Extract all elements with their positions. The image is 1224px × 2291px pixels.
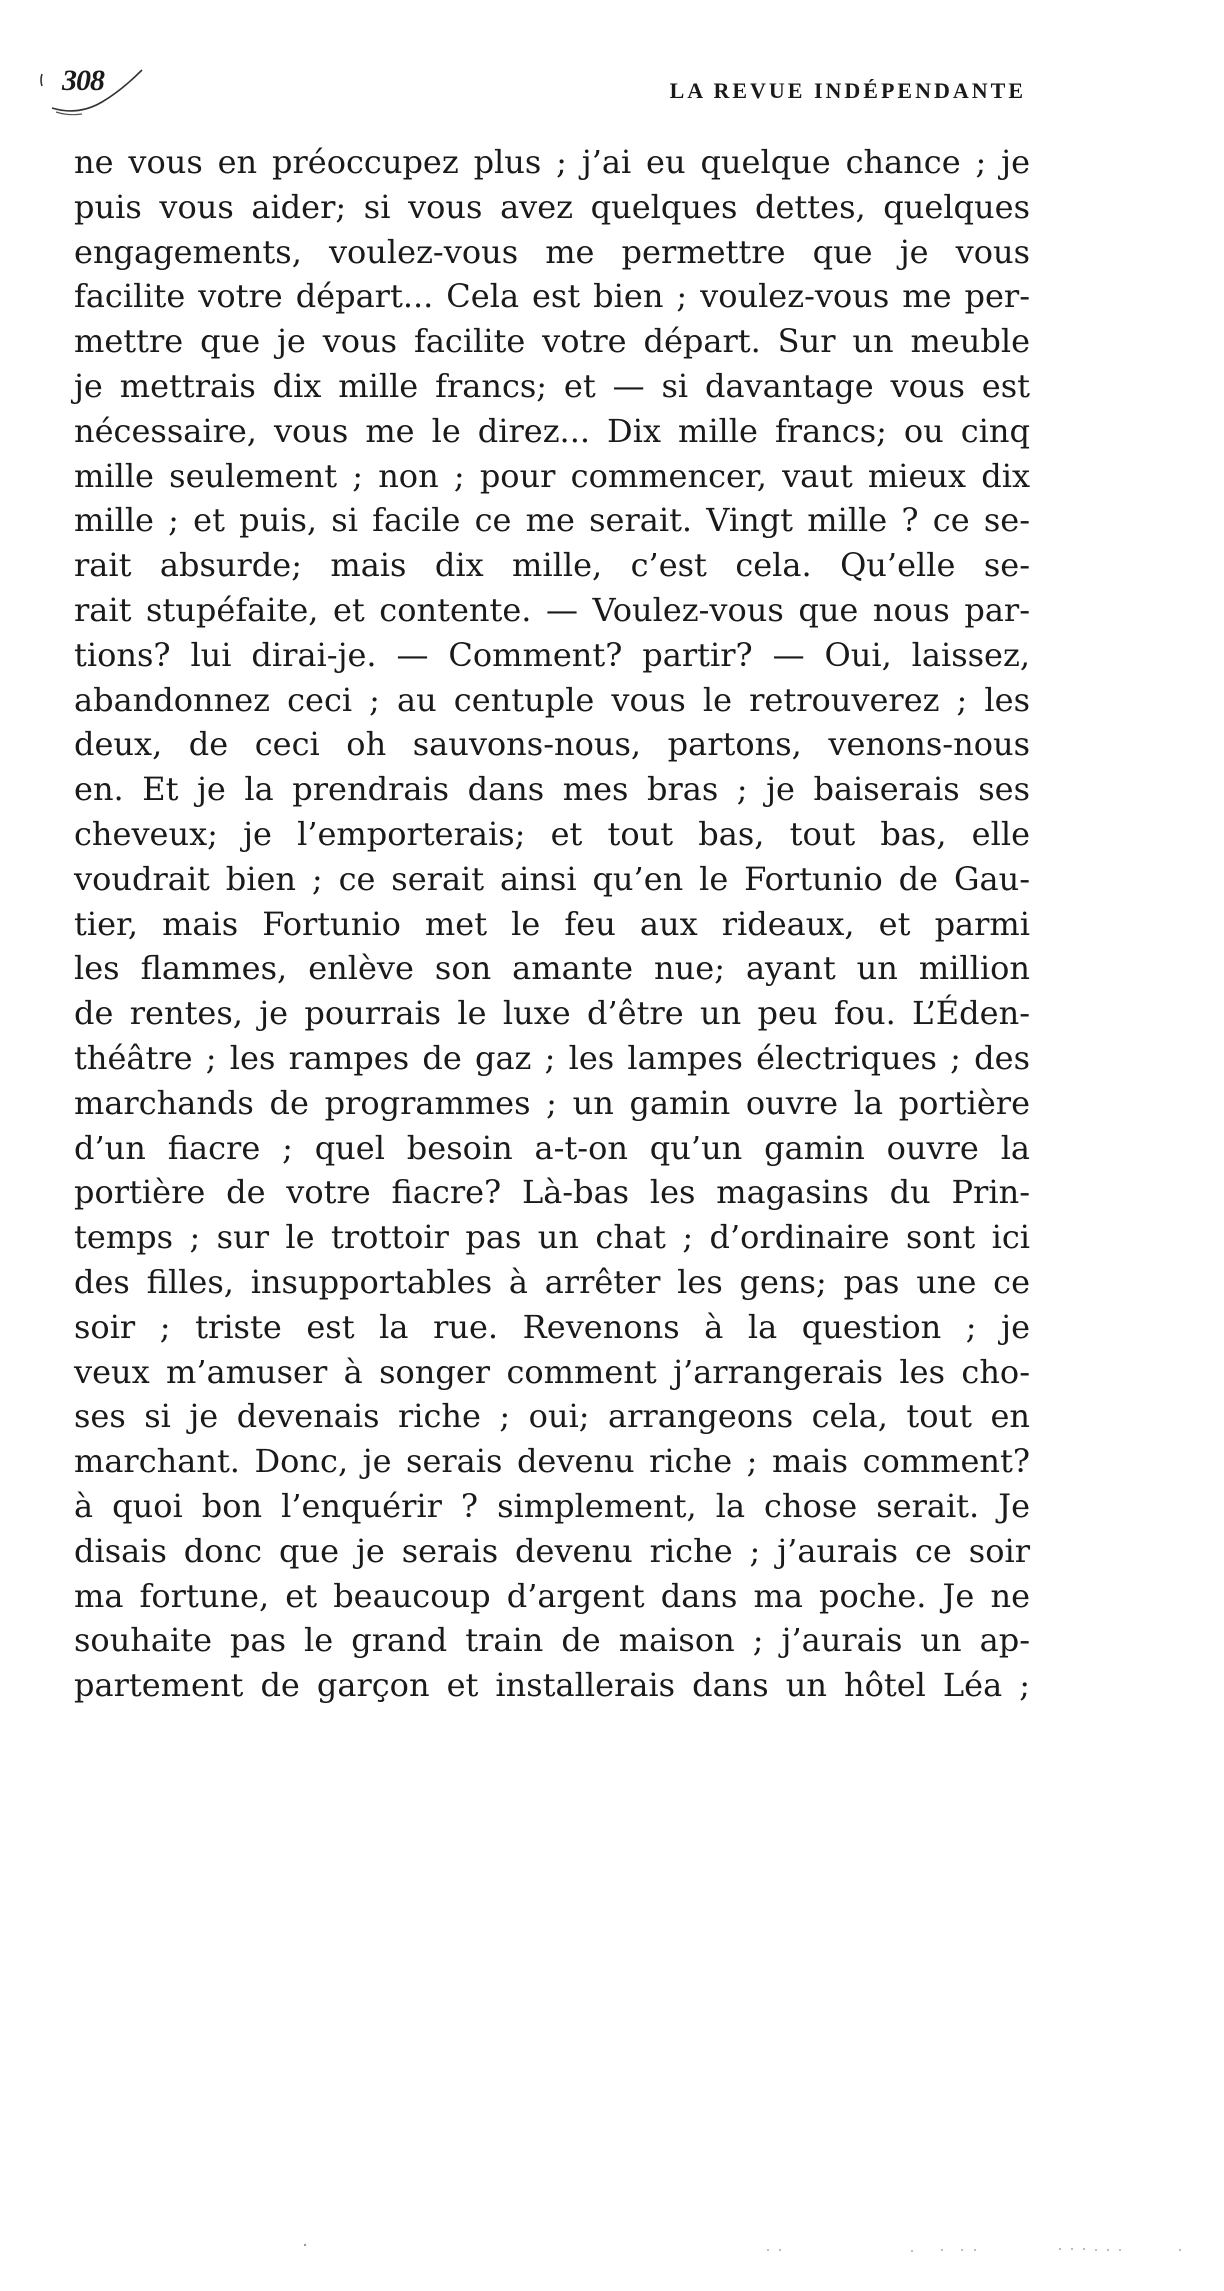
text-line: marchands de programmes ; un gamin ouvre la portière <box>74 1083 1030 1122</box>
text-line: marchant. Donc, je serais devenu riche ; mais comment? <box>74 1442 1030 1481</box>
text-line: en. Et je la prendrais dans mes bras ; je baiserais ses <box>74 770 1030 809</box>
text-line: tier, mais Fortunio met le feu aux rideaux, et parmi <box>74 904 1030 943</box>
text-line: des filles, insupportables à arrêter les gens; pas une ce <box>74 1262 1030 1301</box>
text-line: puis vous aider; si vous avez quelques dettes, quelques <box>74 187 1030 226</box>
text-line: rait stupéfaite, et contente. — Voulez-vous que nous par- <box>74 590 1030 629</box>
text-line: soir ; triste est la rue. Revenons à la question ; je <box>74 1307 1030 1346</box>
text-line: à quoi bon l’enquérir ? simplement, la chose serait. Je <box>74 1486 1030 1525</box>
text-line: je mettrais dix mille francs; et — si davantage vous est <box>74 366 1030 405</box>
running-title: LA REVUE INDÉPENDANTE <box>669 78 1026 103</box>
body-text <box>74 140 1030 1708</box>
text-line: ne vous en préoccupez plus ; j’ai eu quelque chance ; je <box>74 143 1030 181</box>
text-line: deux, de ceci oh sauvons-nous, partons, venons-nous <box>74 725 1030 764</box>
text-line: de rentes, je pourrais le luxe d’être un peu fou. L’Éden- <box>74 994 1030 1033</box>
text-line: ma fortune, et beaucoup d’argent dans ma poche. Je ne <box>74 1576 1030 1615</box>
text-line: mille seulement ; non ; pour commencer, vaut mieux dix <box>74 456 1030 495</box>
text-line: cheveux; je l’emporterais; et tout bas, tout bas, elle <box>74 814 1030 853</box>
text-line: théâtre ; les rampes de gaz ; les lampes électriques ; des <box>74 1038 1030 1077</box>
text-line: temps ; sur le trottoir pas un chat ; d’ordinaire sont ici <box>74 1218 1030 1257</box>
text-line: voudrait bien ; ce serait ainsi qu’en le Fortunio de Gau- <box>74 859 1030 898</box>
text-line: tions? lui dirai-je. — Comment? partir? — Oui, laissez, <box>74 635 1030 674</box>
folio-area <box>38 62 158 122</box>
text-line: portière de votre fiacre? Là-bas les magasins du Prin- <box>74 1173 1030 1212</box>
text-line: d’un fiacre ; quel besoin a-t-on qu’un gamin ouvre la <box>74 1128 1030 1167</box>
text-line: souhaite pas le grand train de maison ; j’aurais un ap- <box>74 1621 1030 1660</box>
text-line: engagements, voulez-vous me permettre que je vous <box>74 232 1030 271</box>
text-line: abandonnez ceci ; au centuple vous le retrouverez ; les <box>74 680 1030 719</box>
text-line: nécessaire, vous me le direz... Dix mille francs; ou cinq <box>74 411 1030 450</box>
text-line: les flammes, enlève son amante nue; ayant un million <box>74 949 1030 988</box>
text-line: disais donc que je serais devenu riche ; j’aurais ce soir <box>74 1531 1030 1570</box>
text-line: facilite votre départ... Cela est bien ; voulez-vous me per- <box>74 277 1030 316</box>
text-line: ses si je devenais riche ; oui; arrangeons cela, tout en <box>74 1397 1030 1436</box>
text-line: partement de garçon et installerais dans un hôtel Léa ; <box>74 1666 1030 1705</box>
text-line: rait absurde; mais dix mille, c’est cela. Qu’elle se- <box>74 546 1030 585</box>
text-line: veux m’amuser à songer comment j’arrangerais les cho- <box>74 1352 1030 1391</box>
text-line: mille ; et puis, si facile ce me serait. Vingt mille ? ce se- <box>74 501 1030 540</box>
page-number: 308 <box>62 64 104 97</box>
text-line: mettre que je vous facilite votre départ. Sur un meuble <box>74 322 1030 361</box>
